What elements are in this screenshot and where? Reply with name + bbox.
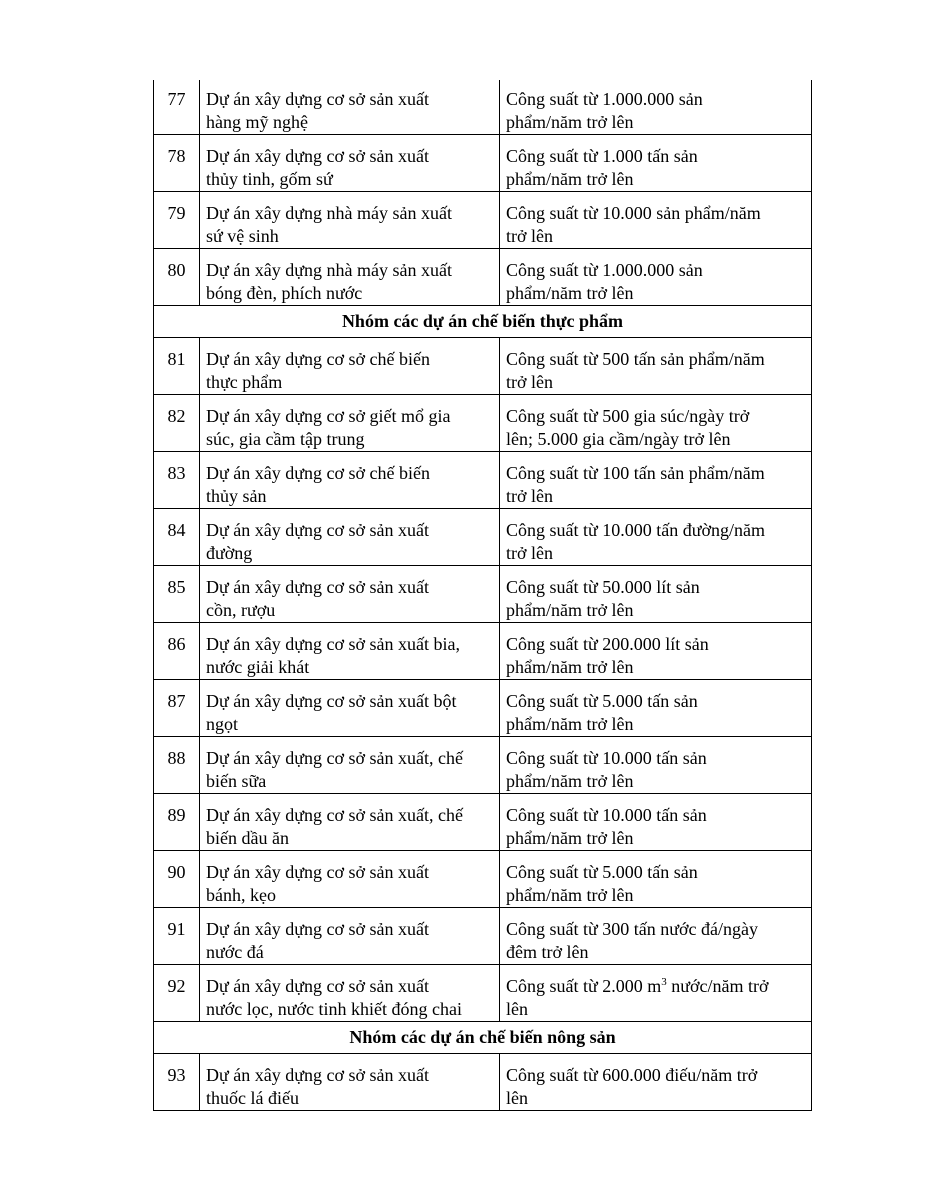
capacity-cell bbox=[500, 249, 812, 306]
capacity-line: Công suất từ 200.000 lít sản bbox=[506, 634, 709, 654]
project-name-line: Dự án xây dựng nhà máy sản xuất bbox=[206, 260, 452, 280]
project-name-cell bbox=[200, 249, 500, 306]
project-name-cell bbox=[200, 338, 500, 395]
project-name-line: súc, gia cầm tập trung bbox=[206, 429, 365, 449]
capacity-line: Công suất từ 10.000 sản phẩm/năm bbox=[506, 203, 761, 223]
project-name-line: thuốc lá điếu bbox=[206, 1088, 299, 1108]
project-name-line: Dự án xây dựng cơ sở sản xuất bbox=[206, 976, 430, 996]
capacity-line: Công suất từ 300 tấn nước đá/ngày bbox=[506, 919, 758, 939]
capacity-line: Công suất từ 10.000 tấn sản bbox=[506, 805, 707, 825]
project-name-line: Dự án xây dựng cơ sở sản xuất bia, bbox=[206, 634, 460, 654]
capacity-line: phẩm/năm trở lên bbox=[506, 885, 634, 905]
capacity-line: lên bbox=[506, 999, 528, 1019]
project-name-line: nước lọc, nước tinh khiết đóng chai bbox=[206, 999, 462, 1019]
row-number: 85 bbox=[154, 566, 200, 623]
project-name-line: biến dầu ăn bbox=[206, 828, 289, 848]
table-row bbox=[154, 452, 812, 509]
capacity-text-after: nước/năm trở bbox=[666, 976, 769, 996]
table-row bbox=[154, 908, 812, 965]
table-row bbox=[154, 509, 812, 566]
capacity-line: Công suất từ 50.000 lít sản bbox=[506, 577, 700, 597]
table-row bbox=[154, 1054, 812, 1111]
project-name-line: Dự án xây dựng cơ sở sản xuất bbox=[206, 919, 430, 939]
capacity-cell bbox=[500, 680, 812, 737]
row-number: 93 bbox=[154, 1054, 200, 1111]
capacity-cell bbox=[500, 338, 812, 395]
table-row bbox=[154, 680, 812, 737]
row-number: 90 bbox=[154, 851, 200, 908]
project-name-line: Dự án xây dựng cơ sở chế biến bbox=[206, 463, 430, 483]
capacity-cell bbox=[500, 566, 812, 623]
capacity-cell bbox=[500, 623, 812, 680]
row-number: 77 bbox=[154, 80, 200, 135]
table-row bbox=[154, 965, 812, 1022]
group-header-row bbox=[154, 1022, 812, 1054]
group-title: Nhóm các dự án chế biến nông sản bbox=[154, 1022, 812, 1054]
row-number: 82 bbox=[154, 395, 200, 452]
projects-table bbox=[153, 80, 812, 1111]
project-name-line: thủy tinh, gốm sứ bbox=[206, 169, 333, 189]
table-row bbox=[154, 737, 812, 794]
row-number: 84 bbox=[154, 509, 200, 566]
capacity-line: Công suất từ 1.000.000 sản bbox=[506, 260, 703, 280]
project-name-line: ngọt bbox=[206, 714, 239, 734]
table-row bbox=[154, 135, 812, 192]
project-name-line: Dự án xây dựng cơ sở sản xuất bbox=[206, 89, 430, 109]
capacity-line bbox=[506, 975, 807, 998]
project-name-line: Dự án xây dựng nhà máy sản xuất bbox=[206, 203, 452, 223]
capacity-line: Công suất từ 1.000.000 sản bbox=[506, 89, 703, 109]
project-name-line: Dự án xây dựng cơ sở giết mổ gia bbox=[206, 406, 451, 426]
capacity-cell bbox=[500, 80, 812, 135]
capacity-line: Công suất từ 5.000 tấn sản bbox=[506, 691, 698, 711]
table-row bbox=[154, 794, 812, 851]
row-number: 80 bbox=[154, 249, 200, 306]
table-row bbox=[154, 623, 812, 680]
capacity-cell bbox=[500, 192, 812, 249]
project-name-line: bánh, kẹo bbox=[206, 885, 276, 905]
capacity-line: Công suất từ 1.000 tấn sản bbox=[506, 146, 698, 166]
capacity-line: Công suất từ 5.000 tấn sản bbox=[506, 862, 698, 882]
project-name-cell bbox=[200, 192, 500, 249]
capacity-line: đêm trở lên bbox=[506, 942, 589, 962]
project-name-cell bbox=[200, 135, 500, 192]
capacity-line: trở lên bbox=[506, 226, 554, 246]
project-name-cell bbox=[200, 1054, 500, 1111]
project-name-line: bóng đèn, phích nước bbox=[206, 283, 363, 303]
capacity-line: Công suất từ 100 tấn sản phẩm/năm bbox=[506, 463, 765, 483]
capacity-line: lên bbox=[506, 1088, 528, 1108]
row-number: 88 bbox=[154, 737, 200, 794]
project-name-cell bbox=[200, 965, 500, 1022]
capacity-line: phẩm/năm trở lên bbox=[506, 714, 634, 734]
capacity-cell bbox=[500, 908, 812, 965]
table-row bbox=[154, 851, 812, 908]
capacity-line: Công suất từ 500 tấn sản phẩm/năm bbox=[506, 349, 765, 369]
project-name-line: Dự án xây dựng cơ sở sản xuất bbox=[206, 520, 430, 540]
project-name-cell bbox=[200, 395, 500, 452]
capacity-line: Công suất từ 600.000 điếu/năm trở bbox=[506, 1065, 758, 1085]
capacity-cell bbox=[500, 452, 812, 509]
project-name-cell bbox=[200, 794, 500, 851]
row-number: 91 bbox=[154, 908, 200, 965]
project-name-line: Dự án xây dựng cơ sở sản xuất bbox=[206, 862, 430, 882]
row-number: 83 bbox=[154, 452, 200, 509]
capacity-line: phẩm/năm trở lên bbox=[506, 112, 634, 132]
project-name-cell bbox=[200, 680, 500, 737]
table-row bbox=[154, 395, 812, 452]
table-row bbox=[154, 80, 812, 135]
project-name-line: hàng mỹ nghệ bbox=[206, 112, 308, 132]
capacity-line: trở lên bbox=[506, 372, 554, 392]
capacity-line: phẩm/năm trở lên bbox=[506, 169, 634, 189]
capacity-line: phẩm/năm trở lên bbox=[506, 283, 634, 303]
capacity-line: phẩm/năm trở lên bbox=[506, 771, 634, 791]
project-name-line: Dự án xây dựng cơ sở chế biến bbox=[206, 349, 430, 369]
capacity-line: trở lên bbox=[506, 543, 554, 563]
project-name-line: thủy sản bbox=[206, 486, 267, 506]
row-number: 87 bbox=[154, 680, 200, 737]
table-row bbox=[154, 566, 812, 623]
project-name-line: nước đá bbox=[206, 942, 264, 962]
capacity-cell bbox=[500, 509, 812, 566]
project-name-line: Dự án xây dựng cơ sở sản xuất bbox=[206, 1065, 430, 1085]
table-row bbox=[154, 192, 812, 249]
project-name-cell bbox=[200, 908, 500, 965]
capacity-line: Công suất từ 10.000 tấn đường/năm bbox=[506, 520, 766, 540]
capacity-line: Công suất từ 10.000 tấn sản bbox=[506, 748, 707, 768]
capacity-line: trở lên bbox=[506, 486, 554, 506]
row-number: 81 bbox=[154, 338, 200, 395]
capacity-line: phẩm/năm trở lên bbox=[506, 657, 634, 677]
table-row bbox=[154, 338, 812, 395]
project-name-cell bbox=[200, 452, 500, 509]
project-name-line: sứ vệ sinh bbox=[206, 226, 279, 246]
cubic-superscript: 3 bbox=[661, 976, 667, 988]
project-name-cell bbox=[200, 566, 500, 623]
capacity-line: lên; 5.000 gia cầm/ngày trở lên bbox=[506, 429, 731, 449]
project-name-line: Dự án xây dựng cơ sở sản xuất bột bbox=[206, 691, 457, 711]
project-name-line: Dự án xây dựng cơ sở sản xuất, chế bbox=[206, 748, 463, 768]
project-name-line: Dự án xây dựng cơ sở sản xuất, chế bbox=[206, 805, 463, 825]
project-name-line: thực phẩm bbox=[206, 372, 283, 392]
project-name-line: đường bbox=[206, 543, 253, 563]
capacity-cell bbox=[500, 395, 812, 452]
projects-table-body bbox=[154, 80, 812, 1111]
table-row bbox=[154, 249, 812, 306]
project-name-line: Dự án xây dựng cơ sở sản xuất bbox=[206, 146, 430, 166]
capacity-cell bbox=[500, 794, 812, 851]
group-title: Nhóm các dự án chế biến thực phẩm bbox=[154, 306, 812, 338]
row-number: 86 bbox=[154, 623, 200, 680]
project-name-cell bbox=[200, 851, 500, 908]
row-number: 92 bbox=[154, 965, 200, 1022]
capacity-line: Công suất từ 500 gia súc/ngày trở bbox=[506, 406, 750, 426]
project-name-cell bbox=[200, 509, 500, 566]
project-name-cell bbox=[200, 80, 500, 135]
project-name-line: biến sữa bbox=[206, 771, 267, 791]
row-number: 78 bbox=[154, 135, 200, 192]
project-name-line: Dự án xây dựng cơ sở sản xuất bbox=[206, 577, 430, 597]
capacity-cell bbox=[500, 1054, 812, 1111]
group-header-row bbox=[154, 306, 812, 338]
capacity-cell bbox=[500, 135, 812, 192]
project-name-cell bbox=[200, 737, 500, 794]
capacity-line: phẩm/năm trở lên bbox=[506, 600, 634, 620]
capacity-cell bbox=[500, 737, 812, 794]
capacity-line: phẩm/năm trở lên bbox=[506, 828, 634, 848]
project-name-line: cồn, rượu bbox=[206, 600, 276, 620]
row-number: 89 bbox=[154, 794, 200, 851]
projects-table-container bbox=[153, 80, 811, 1111]
capacity-cell bbox=[500, 965, 812, 1022]
row-number: 79 bbox=[154, 192, 200, 249]
capacity-cell bbox=[500, 851, 812, 908]
capacity-text-before: Công suất từ 2.000 m bbox=[506, 976, 662, 996]
project-name-cell bbox=[200, 623, 500, 680]
project-name-line: nước giải khát bbox=[206, 657, 310, 677]
